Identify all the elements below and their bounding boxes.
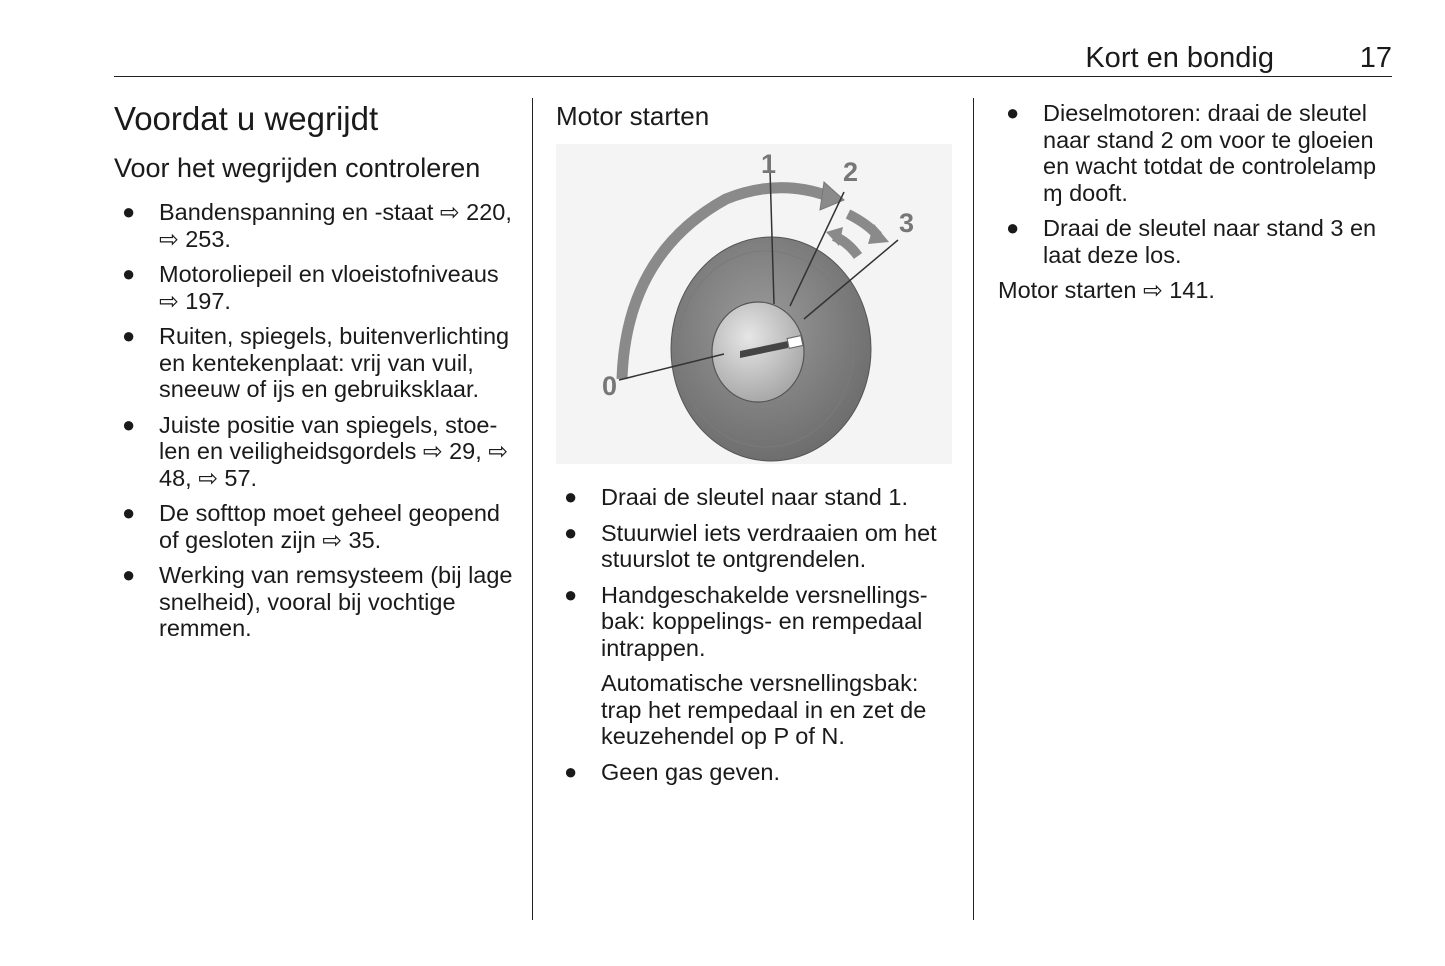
bullet-icon: ● [122,199,136,224]
bullet-icon: ● [122,562,136,587]
list-item [114,412,514,492]
list-item-text: Bandenspanning en -staat ⇨ 220, ⇨ 253. [159,199,512,252]
list-item-text: Werking van remsysteem (bij lage snelheid), vooral bij vochtige remmen. [159,562,513,641]
bullet-icon: ● [564,581,578,607]
bullet-icon: ● [122,261,136,286]
list-item-text: Handgeschakelde versnellingsbak: koppelings- en rempedaal intrappen. [601,581,928,661]
position-label-2: 2 [843,157,859,187]
section-heading: Motor starten [556,101,710,131]
bullet-icon: ● [564,519,578,545]
subsection-heading: Voor het wegrijden controleren [114,153,481,183]
bullet-icon: ● [564,758,578,784]
list-item [556,759,956,786]
bullet-icon: ● [1006,215,1020,240]
bullet-icon: ● [122,323,136,348]
list-item [998,215,1394,268]
list-item-text: Juiste positie van spiegels, stoelen en veiligheidsgordels ⇨ 29, ⇨ 48, ⇨ 57. [159,411,509,491]
list-item [114,500,514,553]
list-item [556,520,956,573]
position-label-0: 0 [602,371,618,401]
list-item-text: Ruiten, spiegels, buitenverlichting en kentekenplaat: vrij van vuil, sneeuw of ijs en gebruiksklaar. [159,323,510,402]
ignition-lock-illustration [556,144,952,464]
column-left [114,98,514,651]
list-item-text: Motoroliepeil en vloeistofniveaus ⇨ 197. [159,261,499,314]
column-divider [532,98,533,920]
list-item [998,100,1394,206]
list-item [556,582,956,750]
list-item [114,261,514,314]
list-item [114,562,514,642]
list-item-text: Geen gas geven. [601,758,780,785]
column-right [998,98,1394,304]
bullet-icon: ● [1006,100,1020,125]
position-label-3: 3 [899,208,915,238]
list-item-text: De softtop moet geheel geopend of gesloten zijn ⇨ 35. [159,500,501,553]
bullet-icon: ● [122,500,136,525]
ignition-diagram [556,144,952,464]
bullet-icon: ● [564,484,578,509]
list-item-subparagraph: Automatische versnellingsbak: trap het rempedaal in en zet de keuzehendel op P of N. [601,670,927,749]
column-divider [973,98,974,920]
position-label-1: 1 [761,149,777,179]
section-heading: Voordat u wegrijdt [114,100,379,137]
list-item-text: Draai de sleutel naar stand 3 en laat deze los. [1043,215,1377,268]
cross-reference: Motor starten ⇨ 141. [998,277,1215,303]
list-item [114,323,514,403]
list-item-text: Draai de sleutel naar stand 1. [601,484,908,510]
list-item [114,199,514,252]
bullet-icon: ● [122,411,136,437]
column-middle [556,98,956,794]
section-title: Kort en bondig [1085,42,1274,74]
list-item [556,484,956,511]
list-item-text: Dieselmotoren: draai de sleutel naar stand 2 om voor te gloeien en wacht totdat de controlelamp ɱ dooft. [1043,100,1377,206]
page-number: 17 [1359,42,1392,74]
list-item-text: Stuurwiel iets verdraaien om het stuurslot te ontgrendelen. [601,519,937,572]
checklist [114,199,514,642]
instruction-list [556,484,956,785]
page-header [114,38,1392,77]
instruction-list [998,100,1394,268]
